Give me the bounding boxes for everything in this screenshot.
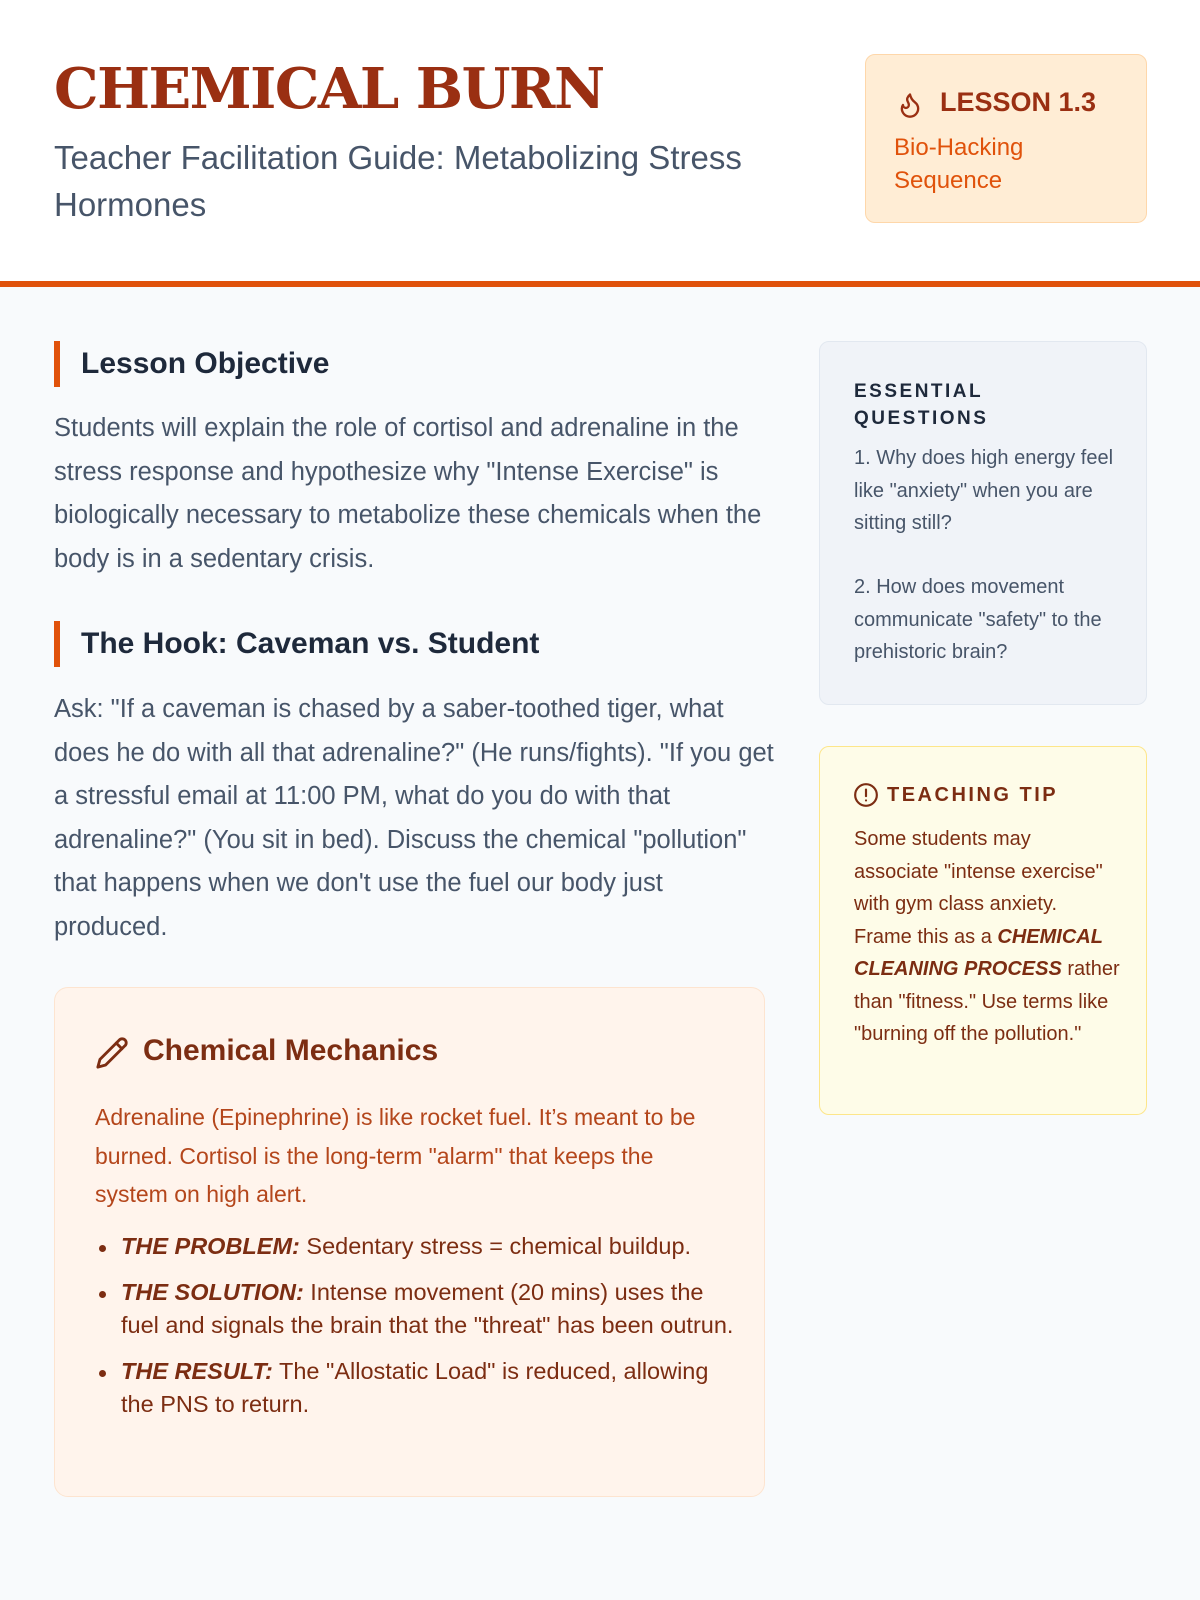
essential-question: 2. How does movement communicate "safety" to the prehistoric brain? [854, 576, 1102, 663]
teaching-tip-heading: TEACHING TIP [887, 784, 1059, 806]
tip-text-before: Some students may associate "intense exercise" with gym class anxiety. Frame this as a [854, 828, 1103, 948]
essential-questions-card [819, 341, 1147, 705]
tip-text-after: rather than "fitness." Use terms like "burning off the pollution." [854, 958, 1120, 1045]
lesson-badge [865, 54, 1147, 223]
teaching-tip-card [819, 746, 1147, 1115]
chemical-mechanics-card [54, 987, 765, 1497]
flame-icon [896, 87, 924, 123]
objective-heading: Lesson Objective [54, 341, 329, 387]
list-item-key: THE SOLUTION: [121, 1278, 304, 1305]
list-item [95, 1230, 735, 1264]
list-item-text: Intense movement (20 mins) uses the fuel and signals the brain that the "threat" has been outrun. [121, 1278, 734, 1338]
page-subtitle: Teacher Facilitation Guide: Metabolizing Stress Hormones [54, 139, 742, 223]
mechanics-intro: Adrenaline (Epinephrine) is like rocket fuel. It’s meant to be burned. Cortisol is the long-term "alarm" that keeps the system on high alert. [95, 1104, 696, 1207]
lesson-number: LESSON 1.3 [940, 87, 1097, 117]
hook-heading: The Hook: Caveman vs. Student [54, 621, 539, 667]
list-item [95, 1276, 735, 1343]
list-item [95, 1355, 735, 1422]
list-item-key: THE RESULT: [121, 1357, 273, 1384]
mechanics-heading: Chemical Mechanics [143, 1034, 439, 1067]
mechanics-list [95, 1230, 735, 1434]
page-header [0, 0, 1200, 287]
list-item-key: THE PROBLEM: [121, 1233, 300, 1259]
essential-question: 1. Why does high energy feel like "anxiety" when you are sitting still? [854, 447, 1114, 534]
list-item-text: Sedentary stress = chemical buildup. [299, 1233, 692, 1259]
pencil-icon [95, 1036, 129, 1070]
list-item-text: The "Allostatic Load" is reduced, allowing the PNS to return. [121, 1357, 709, 1417]
objective-text: Students will explain the role of cortisol and adrenaline in the stress response and hypothesize why "Intense Exercise" is biologically necessary to metabolize these chemicals when the body is in a sedentary crisis. [54, 414, 762, 573]
hook-text: Ask: "If a caveman is chased by a saber-toothed tiger, what does he do with all that adrenaline?" (He runs/fights). "If you get a stressful email at 11:00 PM, what do you do with that adrenaline?" (You sit in bed). Discuss the chemical "pollution" that happens when we don't use the fuel our body just produced. [54, 695, 774, 941]
lesson-sequence: Bio-Hacking Sequence [894, 134, 1024, 194]
alert-circle-icon [853, 782, 879, 808]
essential-questions-heading: ESSENTIAL QUESTIONS [854, 381, 989, 429]
teaching-tip-text [854, 823, 1120, 1051]
page-title: CHEMICAL BURN [54, 56, 604, 122]
tip-emphasis: CHEMICAL CLEANING PROCESS [854, 925, 1103, 980]
